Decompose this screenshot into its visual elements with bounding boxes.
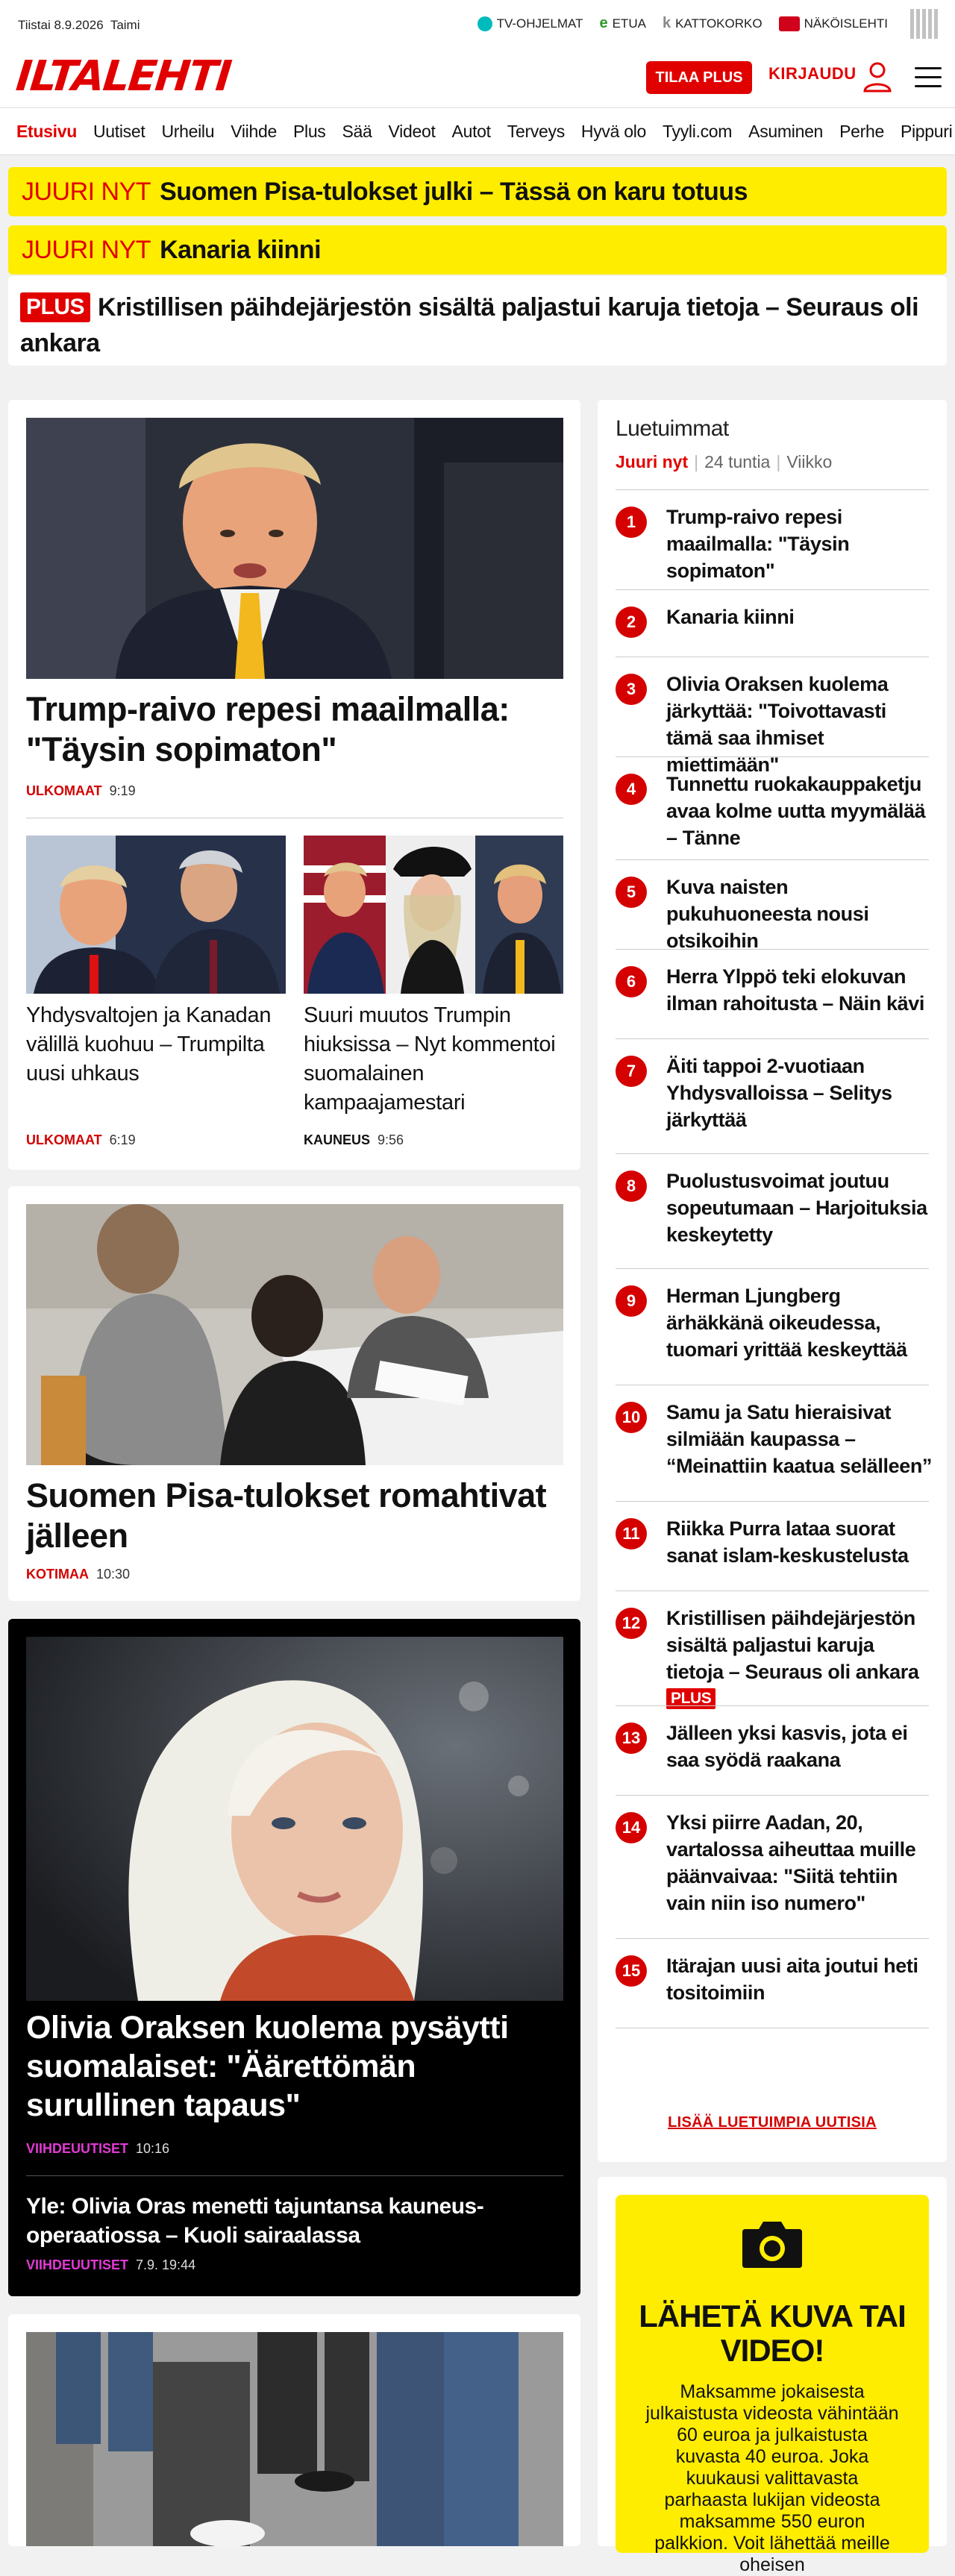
article-category[interactable]: KAUNEUS bbox=[304, 1132, 371, 1147]
article-category[interactable]: ULKOMAAT bbox=[26, 1132, 102, 1147]
kattokorko-icon: k bbox=[662, 15, 671, 31]
article-time: 10:30 bbox=[96, 1567, 131, 1582]
list-item-title bbox=[666, 1605, 935, 1712]
nav-item-pippuri[interactable]: Pippuri bbox=[900, 122, 953, 141]
article-card-pisa bbox=[8, 1186, 580, 1601]
kattokorko-link[interactable] bbox=[663, 15, 763, 32]
rank-number: 12 bbox=[616, 1608, 647, 1639]
rank-number: 13 bbox=[616, 1723, 647, 1754]
tab-24-tuntia[interactable]: 24 tuntia bbox=[704, 452, 771, 471]
nav-item-viihde[interactable]: Viihde bbox=[231, 122, 277, 141]
article-headline[interactable]: Yhdysvaltojen ja Kanadan välillä kuohuu – Trumpilta uusi uhkaus bbox=[26, 1003, 272, 1085]
etua-link[interactable] bbox=[599, 15, 645, 32]
article-time: 9:19 bbox=[109, 783, 136, 798]
tab-viikko[interactable]: Viikko bbox=[786, 452, 833, 471]
article-meta bbox=[304, 1132, 404, 1148]
list-item[interactable] bbox=[616, 589, 929, 656]
rank-number: 14 bbox=[616, 1812, 647, 1843]
list-item[interactable] bbox=[616, 1938, 929, 2028]
camera-icon bbox=[741, 2217, 804, 2269]
list-item[interactable] bbox=[616, 756, 929, 859]
article-image-classroom[interactable] bbox=[26, 1204, 563, 1465]
tab-juuri-nyt[interactable]: Juuri nyt bbox=[616, 452, 689, 471]
article-time: 9:56 bbox=[378, 1132, 404, 1147]
current-date: Tiistai 8.9.2026 bbox=[18, 18, 104, 32]
article-time: 6:19 bbox=[109, 1132, 136, 1147]
list-item-title: Riikka Purra lataa suorat sanat islam-keskustelusta bbox=[666, 1517, 909, 1567]
article-card-trump bbox=[8, 400, 580, 1170]
date-line bbox=[18, 18, 140, 33]
nav-item-terveys[interactable]: Terveys bbox=[507, 122, 565, 141]
list-item[interactable] bbox=[616, 1591, 929, 1705]
article-meta bbox=[26, 783, 136, 799]
plus-headline: Kristillisen päihdejärjestön sisältä paljastui karuja tietoja – Seuraus oli ankara bbox=[20, 293, 919, 357]
article-meta bbox=[26, 2257, 195, 2273]
most-read-title: Luetuimmat bbox=[616, 416, 729, 441]
article-headline[interactable]: Yle: Olivia Oras menetti tajuntansa kauneus-operaatiossa – Kuoli sairaalassa bbox=[26, 2194, 484, 2248]
divider bbox=[26, 2175, 563, 2176]
article-meta bbox=[26, 1567, 130, 1582]
article-category[interactable]: KOTIMAA bbox=[26, 1567, 89, 1582]
etua-link-label: ETUA bbox=[612, 16, 646, 31]
nav-item-videot[interactable]: Videot bbox=[388, 122, 436, 141]
article-image-olivia[interactable] bbox=[26, 1637, 563, 2001]
plus-badge: PLUS bbox=[20, 292, 90, 322]
breaking-news-bar[interactable] bbox=[8, 225, 947, 275]
rank-number: 10 bbox=[616, 1402, 647, 1433]
list-item-title: Kanaria kiinni bbox=[666, 606, 795, 628]
article-card-street bbox=[8, 2314, 580, 2546]
list-item-title: Samu ja Satu hieraisivat silmiään kaupassa – “Meinattiin kaatua selälleen” bbox=[666, 1401, 933, 1477]
article-category[interactable]: VIIHDEUUTISET bbox=[26, 2257, 129, 2272]
list-item[interactable] bbox=[616, 1268, 929, 1385]
article-category[interactable]: ULKOMAAT bbox=[26, 783, 102, 798]
nakoislehti-link[interactable] bbox=[779, 15, 888, 32]
rank-number: 7 bbox=[616, 1056, 647, 1087]
nav-item-autot[interactable]: Autot bbox=[451, 122, 491, 141]
list-item[interactable] bbox=[616, 949, 929, 1038]
list-item[interactable] bbox=[616, 1153, 929, 1268]
nav-item-asuminen[interactable]: Asuminen bbox=[748, 122, 824, 141]
site-logo[interactable]: ILTALEHTI bbox=[13, 52, 233, 101]
article-headline[interactable]: Suuri muutos Trumpin hiuksissa – Nyt kommentoi suomalainen kampaajamestari bbox=[304, 1003, 556, 1115]
nav-item-tyyli[interactable]: Tyyli.com bbox=[663, 122, 733, 141]
nav-item-plus[interactable]: Plus bbox=[292, 122, 326, 141]
nakoislehti-link-label: NÄKÖISLEHTI bbox=[804, 16, 888, 31]
main-nav bbox=[0, 107, 955, 155]
tv-icon bbox=[478, 16, 492, 31]
tv-link[interactable] bbox=[478, 15, 583, 32]
rank-number: 15 bbox=[616, 1955, 647, 1987]
list-item-title: Jälleen yksi kasvis, jota ei saa syödä raakana bbox=[666, 1722, 908, 1771]
article-headline[interactable]: Suomen Pisa-tulokset romahtivat jälleen bbox=[26, 1476, 547, 1555]
alma-logo-icon[interactable] bbox=[910, 9, 939, 39]
breaking-headline: Suomen Pisa-tulokset julki – Tässä on karu totuus bbox=[160, 178, 748, 206]
nav-item-perhe[interactable]: Perhe bbox=[839, 122, 884, 141]
nav-item-saa[interactable]: Sää bbox=[342, 122, 372, 141]
photo-promo-panel bbox=[598, 2177, 947, 2575]
rank-number: 6 bbox=[616, 966, 647, 997]
list-item[interactable] bbox=[616, 1501, 929, 1591]
list-item-title-text: Kristillisen päihdejärjestön sisältä paljastui karuja tietoja – Seuraus oli ankara bbox=[666, 1607, 919, 1683]
list-item[interactable] bbox=[616, 1038, 929, 1153]
list-item[interactable] bbox=[616, 1795, 929, 1938]
rank-number: 11 bbox=[616, 1518, 647, 1549]
hamburger-menu-icon[interactable] bbox=[915, 67, 942, 90]
most-read-panel bbox=[598, 400, 947, 2162]
nav-item-etusivu[interactable]: Etusivu bbox=[16, 122, 77, 141]
list-item-title: Yksi piirre Aadan, 20, vartalossa aiheuttaa muille päänvaivaa: "Siitä tehtiin vain niin iso numero" bbox=[666, 1811, 916, 1914]
rank-number: 9 bbox=[616, 1285, 647, 1317]
article-image-trump-carney[interactable] bbox=[26, 836, 286, 994]
list-item[interactable] bbox=[616, 489, 929, 589]
list-item-title: Herman Ljungberg ärhäkkänä oikeudessa, tuomari yrittää keskeyttää bbox=[666, 1285, 907, 1361]
more-most-read-link[interactable]: LISÄÄ LUETUIMPIA UUTISIA bbox=[668, 2114, 877, 2131]
breaking-tag: JUURI NYT bbox=[22, 236, 151, 264]
top-utility-bar bbox=[0, 0, 955, 51]
rank-number: 2 bbox=[616, 607, 647, 638]
newspaper-icon bbox=[779, 16, 800, 31]
article-headline[interactable]: Olivia Oraksen kuolema pysäytti suomalaiset: "Äärettömän surullinen tapaus" bbox=[26, 2010, 509, 2123]
user-icon[interactable] bbox=[862, 61, 892, 93]
kattokorko-link-label: KATTOKORKO bbox=[675, 16, 763, 31]
article-image-trump[interactable] bbox=[26, 418, 563, 679]
photo-promo-title: LÄHETÄ KUVA TAI VIDEO! bbox=[639, 2298, 906, 2368]
plus-badge: PLUS bbox=[666, 1688, 716, 1709]
nav-item-uutiset[interactable]: Uutiset bbox=[93, 122, 145, 141]
nav-item-urheilu[interactable]: Urheilu bbox=[161, 122, 215, 141]
article-headline[interactable]: Trump-raivo repesi maailmalla: "Täysin sopimaton" bbox=[26, 690, 510, 768]
article-time: 10:16 bbox=[136, 2141, 170, 2156]
list-item-title: Herra Ylppö teki elokuvan ilman rahoitusta – Näin kävi bbox=[666, 965, 924, 1015]
list-item-title: Olivia Oraksen kuolema järkyttää: "Toivottavasti tämä saa ihmiset miettimään" bbox=[666, 673, 889, 776]
rank-number: 1 bbox=[616, 507, 647, 538]
nav-item-hyva-olo[interactable]: Hyvä olo bbox=[580, 122, 647, 141]
most-read-tabs: Juuri nyt | 24 tuntia | Viikko bbox=[616, 452, 833, 471]
rank-number: 5 bbox=[616, 877, 647, 908]
list-item-title: Puolustusvoimat joutuu sopeutumaan – Harjoituksia keskeytetty bbox=[666, 1170, 927, 1246]
article-category[interactable]: VIIHDEUUTISET bbox=[26, 2141, 129, 2156]
article-image-hair[interactable] bbox=[304, 836, 563, 994]
breaking-headline: Kanaria kiinni bbox=[160, 236, 322, 264]
etua-icon: e bbox=[599, 15, 608, 31]
list-item-title: Itärajan uusi aita joutui heti tositoimiin bbox=[666, 1955, 918, 2004]
article-time: 7.9. 19:44 bbox=[136, 2257, 196, 2272]
plus-headline-bar[interactable] bbox=[8, 276, 947, 366]
photo-promo-text: Maksamme jokaisesta julkaistusta videosta vähintään 60 euroa ja julkaistusta kuvasta 40 euroa. Joka kuukausi valittavasta parhaasta lukijan videosta maksamme 550 euron palkkion. Voit lähettää meille oheisen bbox=[645, 2381, 899, 2575]
article-meta bbox=[26, 1132, 136, 1148]
list-item[interactable] bbox=[616, 1385, 933, 1501]
breaking-tag: JUURI NYT bbox=[22, 178, 151, 206]
list-item[interactable] bbox=[616, 656, 929, 776]
subscribe-button[interactable]: TILAA PLUS bbox=[646, 61, 752, 94]
list-item-title: Kuva naisten pukuhuoneesta nousi otsikoihin bbox=[666, 876, 869, 952]
rank-number: 3 bbox=[616, 674, 647, 705]
list-item-title: Trump-raivo repesi maailmalla: "Täysin sopimaton" bbox=[666, 506, 850, 582]
tv-link-label: TV-OHJELMAT bbox=[496, 16, 583, 31]
article-meta bbox=[26, 2141, 169, 2157]
list-item[interactable] bbox=[616, 1705, 929, 1795]
photo-promo-box[interactable] bbox=[616, 2195, 929, 2575]
rank-number: 8 bbox=[616, 1171, 647, 1202]
list-item[interactable] bbox=[616, 859, 929, 952]
article-card-olivia bbox=[8, 1619, 580, 2296]
list-item-title: Äiti tappoi 2-vuotiaan Yhdysvalloissa – Selitys järkyttää bbox=[666, 1055, 892, 1131]
list-item-title: Tunnettu ruokakauppaketju avaa kolme uutta myymälää – Tänne bbox=[666, 773, 926, 849]
site-header bbox=[0, 51, 955, 107]
utility-links bbox=[478, 15, 888, 32]
login-link[interactable]: KIRJAUDU bbox=[768, 64, 857, 83]
rank-number: 4 bbox=[616, 774, 647, 805]
breaking-news-bar[interactable] bbox=[8, 167, 947, 216]
article-image-street[interactable] bbox=[26, 2332, 563, 2546]
nameday: Taimi bbox=[110, 18, 140, 32]
